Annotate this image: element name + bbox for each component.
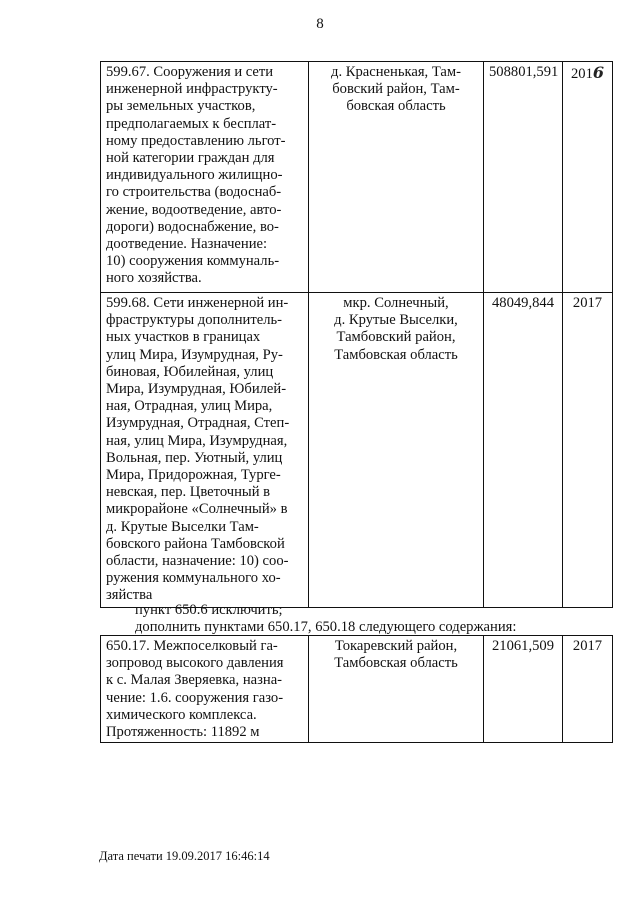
instruction-add: дополнить пунктами 650.17, 650.18 следующего содержания: [135, 619, 517, 635]
text-line: ной категории граждан для [106, 150, 275, 167]
text-line: д. Красненькая, Там- [331, 64, 461, 80]
year-text: 201 [570, 66, 593, 82]
instruction-exclude: пункт 650.6 исключить; [135, 602, 283, 618]
text-line: д. Крутые Выселки, [334, 312, 458, 329]
page-number: 8 [316, 16, 324, 32]
text-line: го строительства (водоснаб- [106, 184, 282, 201]
text-line: биновая, Юбилейная, улиц [106, 363, 274, 380]
text-line: Тамбовская область [334, 346, 458, 363]
text-line: ному предоставлению льгот- [106, 132, 286, 149]
text-line: Тамбовская область [334, 655, 458, 672]
location-cell [309, 636, 484, 743]
location-cell [309, 293, 484, 608]
text-line: Мира, Изумрудная, Юбилей- [106, 381, 287, 398]
text-line: химического комплекса. [106, 706, 257, 723]
text-line: ружения коммунального хо- [106, 570, 281, 587]
text-line: дороги) водоснабжение, во- [106, 218, 279, 235]
year-cell [563, 62, 613, 293]
text-line: микрорайоне «Солнечный» в [106, 501, 288, 518]
text-line: Мира, Придорожная, Турге- [106, 467, 281, 484]
text-line: 599.68. Сети инженерной ин- [106, 295, 289, 311]
text-line: 650.17. Межпоселковый га- [106, 638, 278, 654]
text-line: ная, улиц Мира, Изумрудная, [106, 432, 288, 449]
text-line: бовского района Тамбовской [106, 535, 285, 552]
text-line: невская, пер. Цветочный в [106, 484, 271, 501]
table-row [101, 62, 613, 293]
object-name-cell [101, 636, 309, 743]
text-line: предполагаемых к бесплат- [106, 115, 277, 132]
text-line: Вольная, пер. Уютный, улиц [106, 449, 283, 466]
table-row [101, 636, 613, 743]
handwritten-correction: 6 [592, 63, 605, 82]
text-line: жение, водоотведение, авто- [106, 201, 282, 218]
text-line: ного хозяйства. [106, 270, 202, 287]
object-name-cell [101, 293, 309, 608]
text-line: Токаревский район, [334, 638, 458, 654]
text-line: бовский район, Там- [332, 81, 460, 98]
table-row [101, 293, 613, 608]
text-line: индивидуального жилищно- [106, 167, 283, 184]
value-cell: 21061,509 [484, 636, 563, 743]
text-line: 599.67. Сооружения и сети [106, 64, 274, 80]
text-line: доотведение. Назначение: [106, 236, 268, 253]
year-cell: 2017 [563, 636, 613, 743]
value-cell: 48049,844 [484, 293, 563, 608]
value-cell: 508801,591 [484, 62, 563, 293]
year-cell: 2017 [563, 293, 613, 608]
text-line: Изумрудная, Отрадная, Степ- [106, 415, 290, 432]
text-line: Протяженность: 11892 м [106, 724, 260, 741]
text-line: мкр. Солнечный, [343, 295, 449, 311]
text-line: ная, Отрадная, улиц Мира, [106, 398, 273, 415]
text-line: чение: 1.6. сооружения газо- [106, 689, 284, 706]
text-line: зяйства [106, 587, 153, 604]
location-cell [309, 62, 484, 293]
property-table-top [100, 61, 613, 608]
print-date-footer: Дата печати 19.09.2017 16:46:14 [99, 849, 270, 863]
text-line: зопровод высокого давления [106, 655, 284, 672]
text-line: д. Крутые Выселки Там- [106, 518, 259, 535]
text-line: улиц Мира, Изумрудная, Ру- [106, 346, 283, 363]
text-line: области, назначение: 10) соо- [106, 553, 289, 570]
property-table-bottom [100, 635, 613, 743]
object-name-cell [101, 62, 309, 293]
text-line: Тамбовский район, [336, 329, 456, 346]
text-line: фраструктуры дополнитель- [106, 312, 282, 329]
text-line: к с. Малая Зверяевка, назна- [106, 672, 283, 689]
text-line: 10) сооружения коммуналь- [106, 253, 280, 270]
text-line: инженерной инфраструкту- [106, 81, 278, 98]
text-line: ры земельных участков, [106, 98, 256, 115]
text-line: ных участков в границах [106, 329, 261, 346]
text-line: бовская область [346, 98, 446, 115]
